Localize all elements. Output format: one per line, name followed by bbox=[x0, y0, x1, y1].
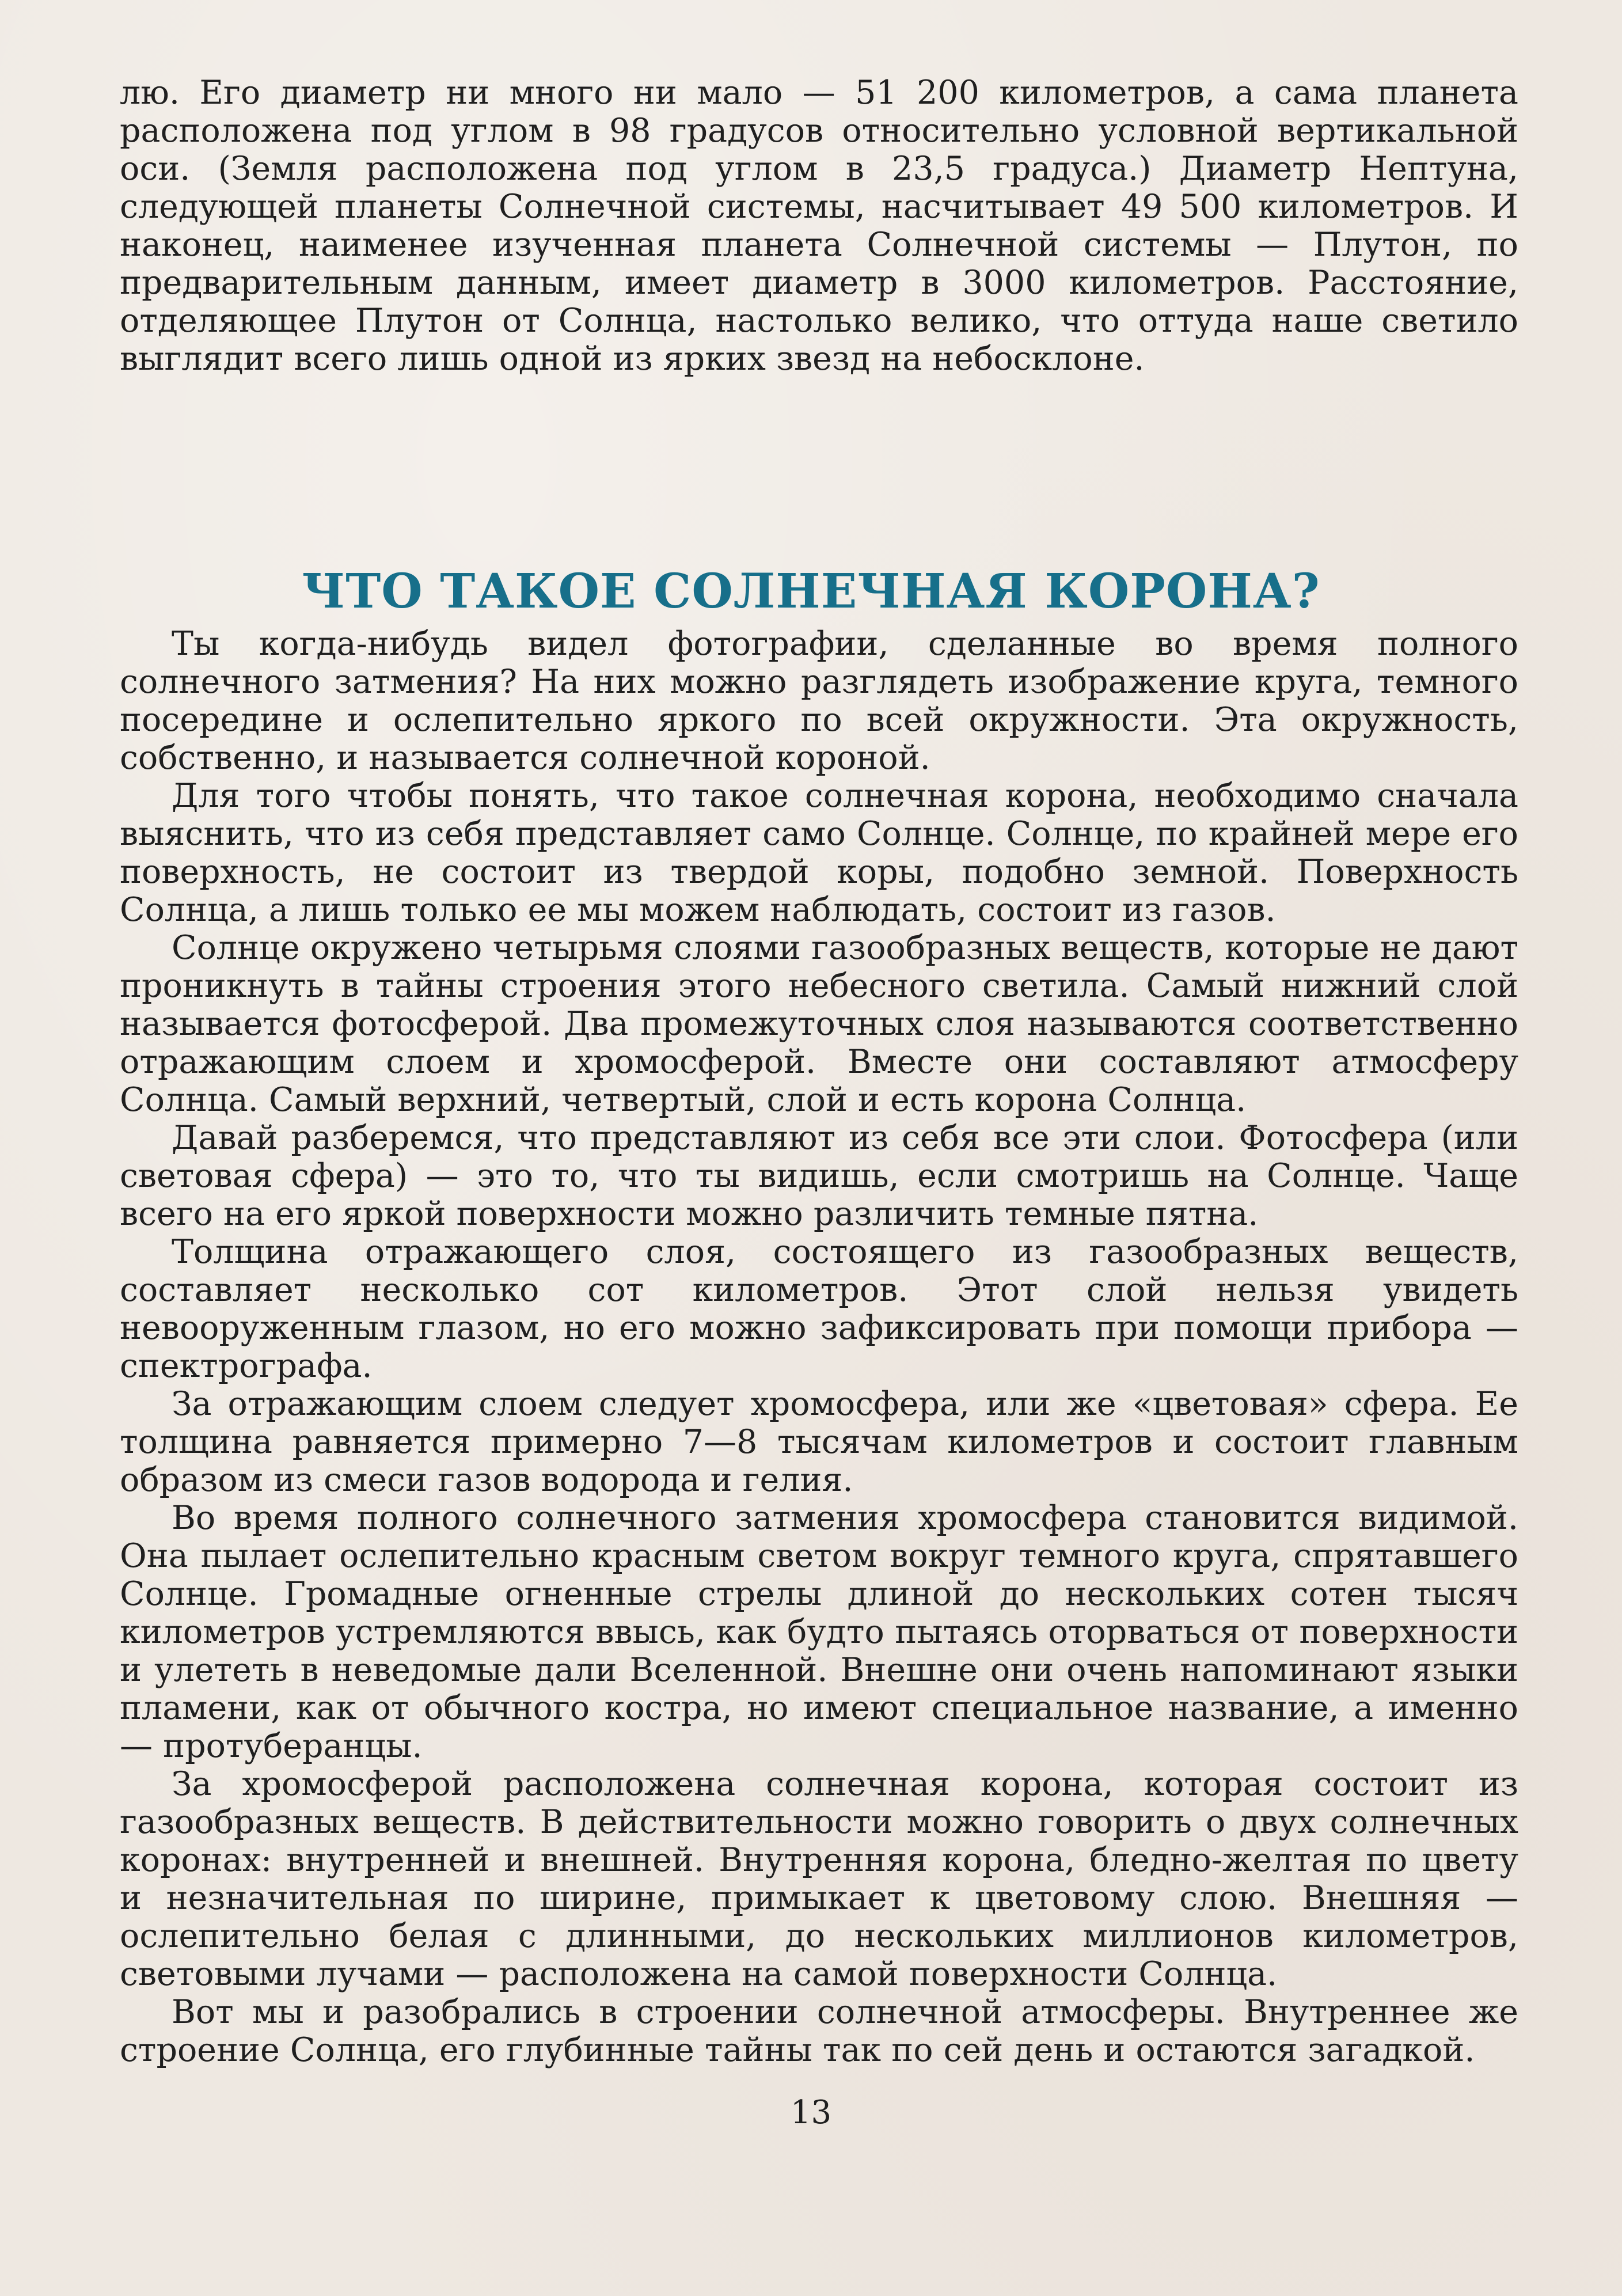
body-paragraph: Ты когда-нибудь видел фотографии, сделанные во время полного солнечного затмения? На них можно разглядеть изображение круга, темного посередине и ослепительно яркого по всей окружности. Эта окружность, собственно, и называется солнечной короной. bbox=[120, 625, 1518, 777]
section-body bbox=[120, 625, 1518, 2069]
page-number: 13 bbox=[790, 2094, 832, 2131]
body-paragraph: Во время полного солнечного затмения хромосфера становится видимой. Она пылает ослепительно красным светом вокруг темного круга, спрятавшего Солнце. Громадные огненные стрелы длиной до нескольких сотен тысяч километров устремляются ввысь, как будто пытаясь оторваться от поверхности и улететь в неведомые дали Вселенной. Внешне они очень напоминают языки пламени, как от обычного костра, но имеют специальное название, а именно — протуберанцы. bbox=[120, 1499, 1518, 1765]
body-paragraph: Толщина отражающего слоя, состоящего из газообразных веществ, составляет несколько сот километров. Этот слой нельзя увидеть невооруженным глазом, но его можно зафиксировать при помощи прибора — спектрографа. bbox=[120, 1233, 1518, 1385]
continued-text-block bbox=[120, 74, 1518, 378]
body-paragraph: За хромосферой расположена солнечная корона, которая состоит из газообразных веществ. В действительности можно говорить о двух солнечных коронах: внутренней и внешней. Внутренняя корона, бледно-желтая по цвету и незначительная по ширине, примыкает к цветовому слою. Внешняя — ослепительно белая с длинными, до нескольких миллионов километров, световыми лучами — расположена на самой поверхности Солнца. bbox=[120, 1765, 1518, 1993]
body-paragraph: Вот мы и разобрались в строении солнечной атмосферы. Внутреннее же строение Солнца, его глубинные тайны так по сей день и остаются загадкой. bbox=[120, 1993, 1518, 2069]
body-paragraph: Давай разберемся, что представляют из себя все эти слои. Фотосфера (или световая сфера) — это то, что ты видишь, если смотришь на Солнце. Чаще всего на его яркой поверхности можно различить темные пятна. bbox=[120, 1119, 1518, 1233]
body-paragraph: Солнце окружено четырьмя слоями газообразных веществ, которые не дают проникнуть в тайны строения этого небесного светила. Самый нижний слой называется фотосферой. Два промежуточных слоя называются соответственно отражающим слоем и хромосферой. Вместе они составляют атмосферу Солнца. Самый верхний, четвертый, слой и есть корона Солнца. bbox=[120, 929, 1518, 1119]
section-title: ЧТО ТАКОЕ СОЛНЕЧНАЯ КОРОНА? bbox=[302, 563, 1320, 619]
body-paragraph: Для того чтобы понять, что такое солнечная корона, необходимо сначала выяснить, что из себя представляет само Солнце. Солнце, по крайней мере его поверхность, не состоит из твердой коры, подобно земной. Поверхность Солнца, а лишь только ее мы можем наблюдать, состоит из газов. bbox=[120, 777, 1518, 929]
body-paragraph: За отражающим слоем следует хромосфера, или же «цветовая» сфера. Ее толщина равняется примерно 7—8 тысячам километров и состоит главным образом из смеси газов водорода и гелия. bbox=[120, 1385, 1518, 1499]
continued-paragraph: лю. Его диаметр ни много ни мало — 51 200 километров, а сама планета расположена под углом в 98 градусов относительно условной вертикальной оси. (Земля расположена под углом в 23,5 градуса.) Диаметр Нептуна, следующей планеты Солнечной системы, насчитывает 49 500 километров. И наконец, наименее изученная планета Солнечной системы — Плутон, по предварительным данным, имеет диаметр в 3000 километров. Расстояние, отделяющее Плутон от Солнца, настолько велико, что оттуда наше светило выглядит всего лишь одной из ярких звезд на небосклоне. bbox=[120, 74, 1518, 378]
